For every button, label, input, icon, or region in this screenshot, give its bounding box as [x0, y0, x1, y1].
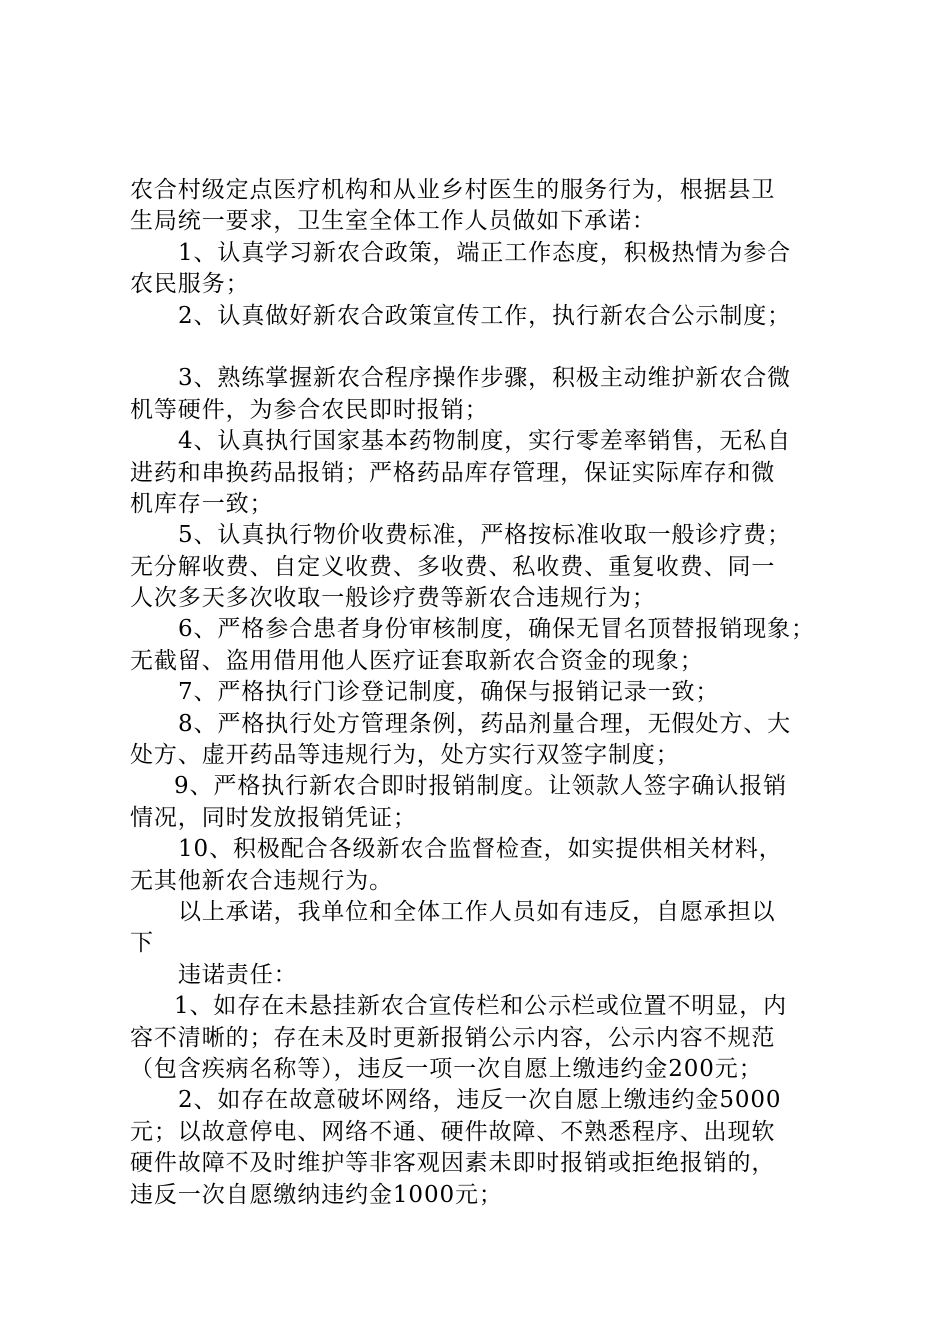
list-item-9: 9、严格执行新农合即时报销制度。让领款人签字确认报销	[174, 773, 788, 800]
text-line: 农民服务；	[130, 271, 250, 298]
text-line: 情况，同时发放报销凭证；	[130, 804, 417, 831]
document-body	[130, 175, 842, 1211]
blank-line	[130, 332, 842, 363]
text-line: 无截留、盗用借用他人医疗证套取新农合资金的现象；	[130, 647, 704, 674]
text-line: 下	[130, 930, 154, 957]
text-line: 人次多天多次收取一般诊疗费等新农合违规行为；	[130, 585, 656, 612]
text-line: 进药和串换药品报销；严格药品库存管理，保证实际库存和微	[130, 459, 776, 486]
text-line: 硬件故障不及时维护等非客观因素未即时报销或拒绝报销的，	[130, 1150, 776, 1177]
section-heading-liability: 违诺责任：	[178, 961, 298, 988]
list-item-1: 1、认真学习新农合政策，端正工作态度，积极热情为参合	[178, 239, 792, 266]
list-item-7: 7、严格执行门诊登记制度，确保与报销记录一致；	[178, 679, 720, 706]
pledge-summary: 以上承诺，我单位和全体工作人员如有违反，自愿承担以	[178, 898, 776, 925]
liability-item-2: 2、如存在故意破坏网络，违反一次自愿上缴违约金5000	[178, 1087, 782, 1114]
list-item-2: 2、认真做好新农合政策宣传工作，执行新农合公示制度；	[178, 302, 792, 329]
liability-item-1: 1、如存在未悬挂新农合宣传栏和公示栏或位置不明显，内	[174, 993, 788, 1020]
text-line: 机等硬件，为参合农民即时报销；	[130, 396, 489, 423]
list-item-4: 4、认真执行国家基本药物制度，实行零差率销售，无私自	[178, 428, 792, 455]
text-line: 机库存一致；	[130, 490, 274, 517]
list-item-8: 8、严格执行处方管理条例，药品剂量合理，无假处方、大	[178, 710, 792, 737]
list-item-10: 10、积极配合各级新农合监督检查，如实提供相关材料，	[178, 836, 783, 863]
text-line: 无分解收费、自定义收费、多收费、私收费、重复收费、同一	[130, 553, 776, 580]
list-item-3: 3、熟练掌握新农合程序操作步骤，积极主动维护新农合微	[178, 365, 792, 392]
text-line: 农合村级定点医疗机构和从业乡村医生的服务行为，根据县卫	[130, 177, 776, 203]
text-line: 处方、虚开药品等违规行为，处方实行双签字制度；	[130, 742, 680, 769]
text-line: （包含疾病名称等），违反一项一次自愿上缴违约金200元；	[130, 1055, 763, 1082]
text-line: 无其他新农合违规行为。	[130, 867, 393, 894]
text-line: 违反一次自愿缴纳违约金1000元；	[130, 1181, 503, 1208]
text-line: 元；以故意停电、网络不通、硬件故障、不熟悉程序、出现软	[130, 1118, 776, 1145]
text-line: 容不清晰的；存在未及时更新报销公示内容，公示内容不规范	[130, 1024, 776, 1051]
text-line: 生局统一要求，卫生室全体工作人员做如下承诺：	[130, 208, 656, 235]
list-item-6: 6、严格参合患者身份审核制度，确保无冒名顶替报销现象；	[178, 616, 815, 643]
list-item-5: 5、认真执行物价收费标准，严格按标准收取一般诊疗费；	[178, 522, 792, 549]
